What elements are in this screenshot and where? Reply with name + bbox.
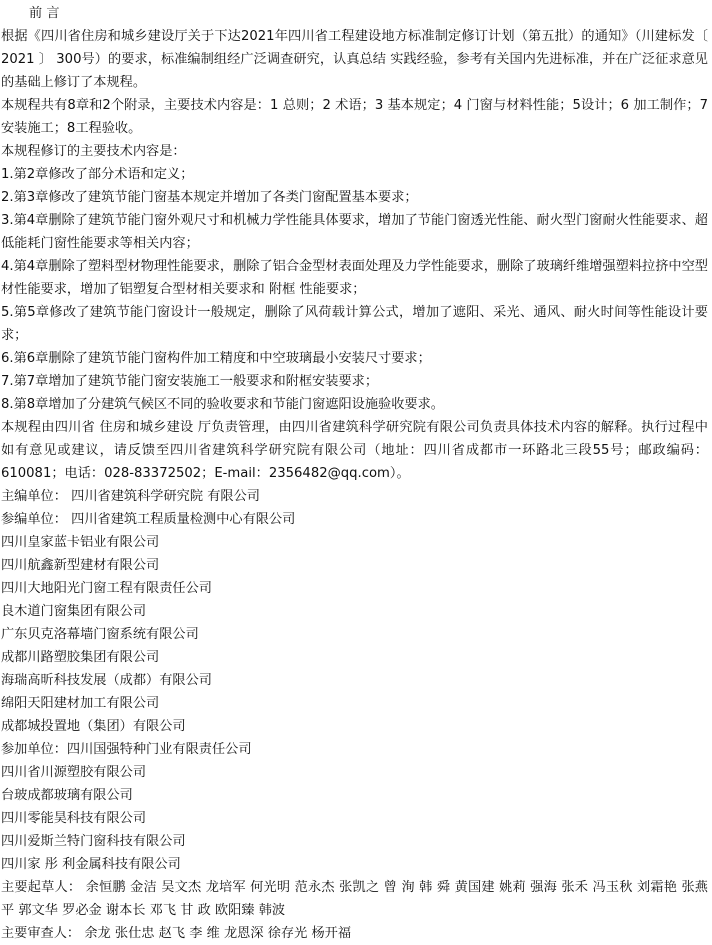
unit-line: 四川航鑫新型建材有限公司 [1,558,160,573]
intro-paragraph: 根据《四川省住房和城乡建设厅关于下达2021年四川省工程建设地方标准制定修订计划（第五批）的通知》（川建标发〔 2021 〕 300号）的要求，标准编制组经广泛调查研究，认真总结 实践经验，参考有关国内先进标准，并在广泛征求意见的基础上修订了本规程。 [1,29,708,90]
revision-item: 7.第7章增加了建筑节能门窗安装施工一般要求和附框安装要求； [1,374,379,389]
unit-line: 四川大地阳光门窗工程有限责任公司 [1,581,212,596]
unit-line: 四川皇家蓝卡铝业有限公司 [1,535,160,550]
revision-intro: 本规程修订的主要技术内容是： [1,144,186,159]
main-reviewers: 主要审查人： 余龙 张仕忠 赵飞 李 维 龙恩深 徐存光 杨开福 [1,926,352,941]
participating-editor-unit: 参编单位： 四川省建筑工程质量检测中心有限公司 [1,512,296,527]
unit-line: 成都川路塑胶集团有限公司 [1,650,160,665]
revision-item: 3.第4章删除了建筑节能门窗外观尺寸和机械力学性能具体要求，增加了节能门窗透光性能、耐火型门窗耐火性能要求、超低能耗门窗性能要求等相关内容； [1,213,708,251]
chief-editor-unit: 主编单位： 四川省建筑科学研究院 有限公司 [1,489,260,504]
management-paragraph: 本规程由四川省 住房和城乡建设 厅负责管理，由四川省建筑科学研究院有限公司负责具体技术内容的解释。执行过程中如有意见或建议，请反馈至四川省建筑科学研究院有限公司（地址：四川省成都市一环路北三段55号；邮政编码：610081；电话：028-83372502；E-mail：2356482@qq.com）。 [1,420,708,481]
revision-item: 1.第2章修改了部分术语和定义； [1,167,194,182]
unit-line: 台玻成都玻璃有限公司 [1,788,133,803]
revision-list [1,163,708,416]
unit-line: 四川家 彤 利金属科技有限公司 [1,857,181,872]
revision-item: 5.第5章修改了建筑节能门窗设计一般规定，删除了风荷载计算公式，增加了遮阳、采光、通风、耐火时间等性能设计要求； [1,305,708,343]
unit-line: 绵阳天阳建材加工有限公司 [1,696,160,711]
unit-line: 海瑞高昕科技发展（成都）有限公司 [1,673,212,688]
unit-line: 良木道门窗集团有限公司 [1,604,147,619]
revision-item: 8.第8章增加了分建筑气候区不同的验收要求和节能门窗遮阳设施验收要求。 [1,397,444,412]
unit-line: 广东贝克洛幕墙门窗系统有限公司 [1,627,199,642]
unit-line: 成都城投置地（集团）有限公司 [1,719,186,734]
participating-unit: 参加单位：四川国强特种门业有限责任公司 [1,742,252,757]
units-list [1,485,708,876]
unit-line: 四川零能昊科技有限公司 [1,811,147,826]
revision-item: 4.第4章删除了塑料型材物理性能要求，删除了铝合金型材表面处理及力学性能要求，删除了玻璃纤维增强塑料拉挤中空型材性能要求，增加了铝塑复合型材相关要求和 附框 性能要求； [1,259,708,297]
revision-item: 6.第6章删除了建筑节能门窗构件加工精度和中空玻璃最小安装尺寸要求； [1,351,431,366]
contents-paragraph: 本规程共有8章和2个附录，主要技术内容是：1 总则；2 术语；3 基本规定；4 门窗与材料性能；5设计；6 加工制作；7 安装施工；8工程验收。 [1,98,708,136]
preface-heading: 前 言 [29,6,60,21]
revision-item: 2.第3章修改了建筑节能门窗基本规定并增加了各类门窗配置基本要求； [1,190,418,205]
unit-line: 四川爱斯兰特门窗科技有限公司 [1,834,186,849]
unit-line: 四川省川源塑胶有限公司 [1,765,147,780]
main-drafters: 主要起草人： 余恒鹏 金洁 吴文杰 龙培军 何光明 范永杰 张凯之 曾 洵 韩 舜 黄国建 姚莉 强海 张禾 冯玉秋 刘霜艳 张燕平 郭文华 罗必金 谢本长 邓飞 甘 政 欧阳臻 韩波 [1,880,708,918]
